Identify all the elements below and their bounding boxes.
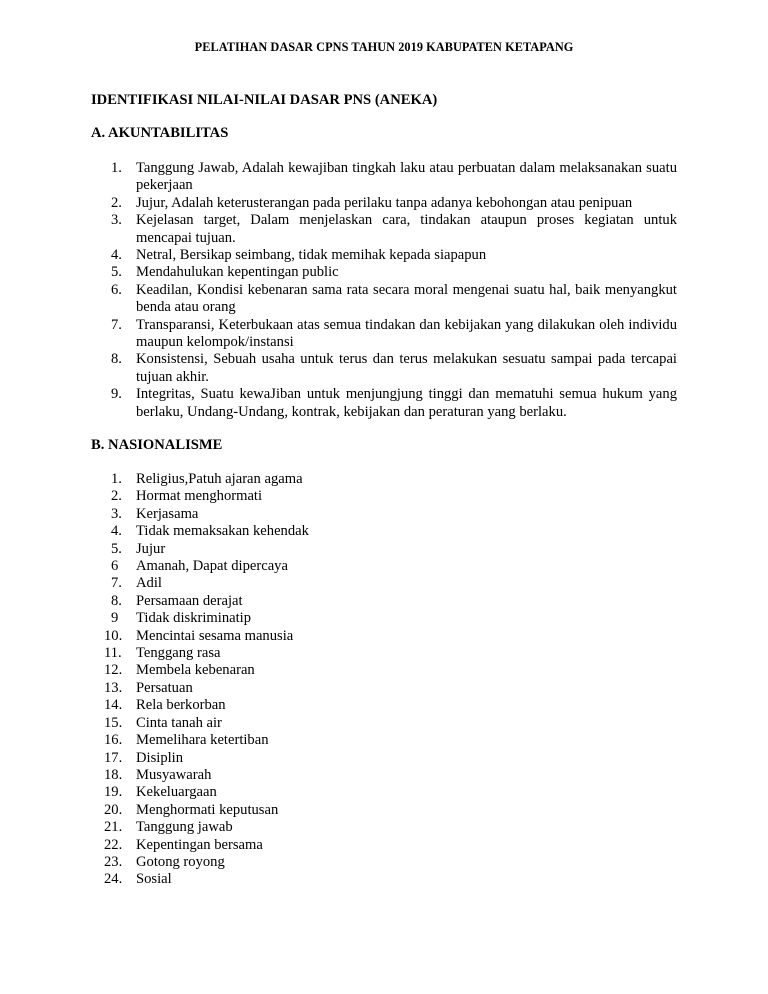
section-heading-nasionalisme: B. NASIONALISME: [91, 437, 223, 453]
list-item: [0, 645, 768, 662]
list-item-text: Mencintai sesama manusia: [136, 627, 294, 644]
list-item-number: 23.: [104, 853, 123, 870]
list-item-text: Memelihara ketertiban: [136, 732, 269, 749]
list-item-text: Tanggung Jawab, Adalah kewajiban tingkah laku atau perbuatan dalam melaksanakan suatu pekerjaan: [136, 160, 677, 194]
list-item-text: Jujur, Adalah keterusterangan pada perilaku tanpa adanya kebohongan atau penipuan: [136, 194, 633, 211]
list-item: [0, 523, 768, 540]
list-item-number: 4.: [111, 523, 122, 540]
list-item-number: 16.: [104, 732, 123, 749]
list-item: [0, 802, 768, 819]
list-item-number: 17.: [104, 749, 123, 766]
list-item-number: 9.: [111, 386, 122, 403]
list-item-number: 10.: [104, 627, 123, 644]
list-item-number: 6.: [111, 281, 122, 298]
section-heading-akuntabilitas: A. AKUNTABILITAS: [91, 125, 229, 141]
list-item-text: Sosial: [136, 871, 172, 888]
list-item-text: Amanah, Dapat dipercaya: [136, 558, 288, 575]
list-item: [0, 593, 768, 610]
list-item-text: Adil: [136, 575, 162, 592]
akuntabilitas-list: [0, 160, 768, 421]
list-item-number: 15.: [104, 714, 123, 731]
list-item-text: Disiplin: [136, 749, 184, 766]
list-item-number: 3.: [111, 212, 122, 229]
list-item-text: Konsistensi, Sebuah usaha untuk terus dan terus melakukan sesuatu sampai pada tercapai tujuan akhir.: [136, 351, 677, 385]
list-item-number: 9: [111, 610, 119, 627]
list-item-text: Kekeluargaan: [136, 784, 217, 801]
list-item-number: 14.: [104, 697, 123, 714]
running-header: PELATIHAN DASAR CPNS TAHUN 2019 KABUPATEN KETAPANG: [194, 40, 574, 54]
list-item-text: Tanggung jawab: [136, 819, 233, 836]
list-item-text: Kepentingan bersama: [136, 836, 263, 853]
list-item: [0, 317, 768, 352]
list-item: [0, 680, 768, 697]
list-item-number: 7.: [111, 316, 122, 333]
list-item-number: 5.: [111, 264, 122, 281]
list-item: [0, 264, 768, 281]
list-item: [0, 784, 768, 801]
list-item: [0, 541, 768, 558]
list-item-text: Transparansi, Keterbukaan atas semua tindakan dan kebijakan yang dilakukan oleh individu maupun kelompok/instansi: [136, 316, 677, 351]
list-item-text: Kerjasama: [136, 505, 199, 522]
list-item-text: Gotong royong: [136, 853, 225, 870]
list-item-number: 3.: [111, 505, 122, 522]
list-item: [0, 351, 768, 386]
list-item-number: 19.: [104, 784, 123, 801]
list-item: [0, 488, 768, 505]
list-item: [0, 750, 768, 767]
list-item-text: Hormat menghormati: [136, 488, 263, 505]
list-item: [0, 697, 768, 714]
list-item: [0, 662, 768, 679]
list-item-number: 6: [111, 558, 119, 575]
list-item-number: 1.: [111, 160, 122, 176]
list-item: [0, 767, 768, 784]
list-item-text: Membela kebenaran: [136, 662, 255, 679]
list-item-text: Rela berkorban: [136, 697, 226, 714]
list-item: [0, 386, 768, 421]
list-item-text: Musyawarah: [136, 766, 212, 783]
list-item-number: 20.: [104, 801, 123, 818]
list-item-text: Tidak memaksakan kehendak: [136, 523, 309, 540]
list-item-text: Integritas, Suatu kewaJiban untuk menjungjung tinggi dan mematuhi semua hukum yang berlaku, Undang-Undang, kontrak, kebijakan dan peraturan yang berlaku.: [136, 386, 677, 420]
list-item-number: 22.: [104, 836, 123, 853]
list-item-text: Kejelasan target, Dalam menjelaskan cara, tindakan ataupun proses kegiatan untuk mencapai tujuan.: [136, 212, 677, 246]
document-title: IDENTIFIKASI NILAI-NILAI DASAR PNS (ANEKA): [91, 92, 438, 108]
list-item-text: Persatuan: [136, 679, 193, 696]
list-item-number: 8.: [111, 351, 122, 368]
list-item-text: Tenggang rasa: [136, 645, 221, 662]
list-item: [0, 871, 768, 888]
list-item-text: Netral, Bersikap seimbang, tidak memihak kepada siapapun: [136, 247, 487, 264]
list-item: [0, 247, 768, 264]
list-item: [0, 282, 768, 317]
list-item: [0, 819, 768, 836]
list-item: [0, 558, 768, 575]
list-item-text: Mendahulukan kepentingan public: [136, 264, 339, 281]
list-item: [0, 212, 768, 247]
list-item: [0, 837, 768, 854]
list-item-number: 24.: [104, 871, 123, 888]
list-item: [0, 610, 768, 627]
list-item: [0, 506, 768, 523]
list-item-number: 12.: [104, 662, 123, 679]
list-item-number: 11.: [104, 645, 122, 662]
list-item: [0, 195, 768, 212]
list-item-text: Tidak diskriminatip: [136, 610, 252, 627]
nasionalisme-list: [0, 471, 768, 889]
list-item-number: 7.: [111, 575, 122, 592]
list-item: [0, 471, 768, 488]
list-item-text: Religius,Patuh ajaran agama: [136, 471, 303, 487]
list-item-number: 4.: [111, 247, 122, 264]
list-item: [0, 854, 768, 871]
list-item-text: Persamaan derajat: [136, 592, 243, 609]
list-item-number: 13.: [104, 679, 123, 696]
list-item: [0, 715, 768, 732]
list-item-number: 2.: [111, 488, 122, 505]
list-item-text: Menghormati keputusan: [136, 801, 279, 818]
list-item-number: 18.: [104, 766, 123, 783]
list-item-number: 21.: [104, 819, 123, 836]
list-item-number: 5.: [111, 540, 122, 557]
list-item: [0, 732, 768, 749]
list-item-text: Cinta tanah air: [136, 714, 222, 731]
list-item-number: 1.: [111, 471, 122, 487]
list-item-text: Keadilan, Kondisi kebenaran sama rata secara moral mengenai suatu hal, baik menyangkut benda atau orang: [136, 281, 677, 316]
list-item: [0, 160, 768, 195]
list-item-number: 8.: [111, 592, 122, 609]
list-item-text: Jujur: [136, 540, 166, 557]
list-item: [0, 628, 768, 645]
list-item-number: 2.: [111, 194, 122, 211]
list-item: [0, 575, 768, 592]
